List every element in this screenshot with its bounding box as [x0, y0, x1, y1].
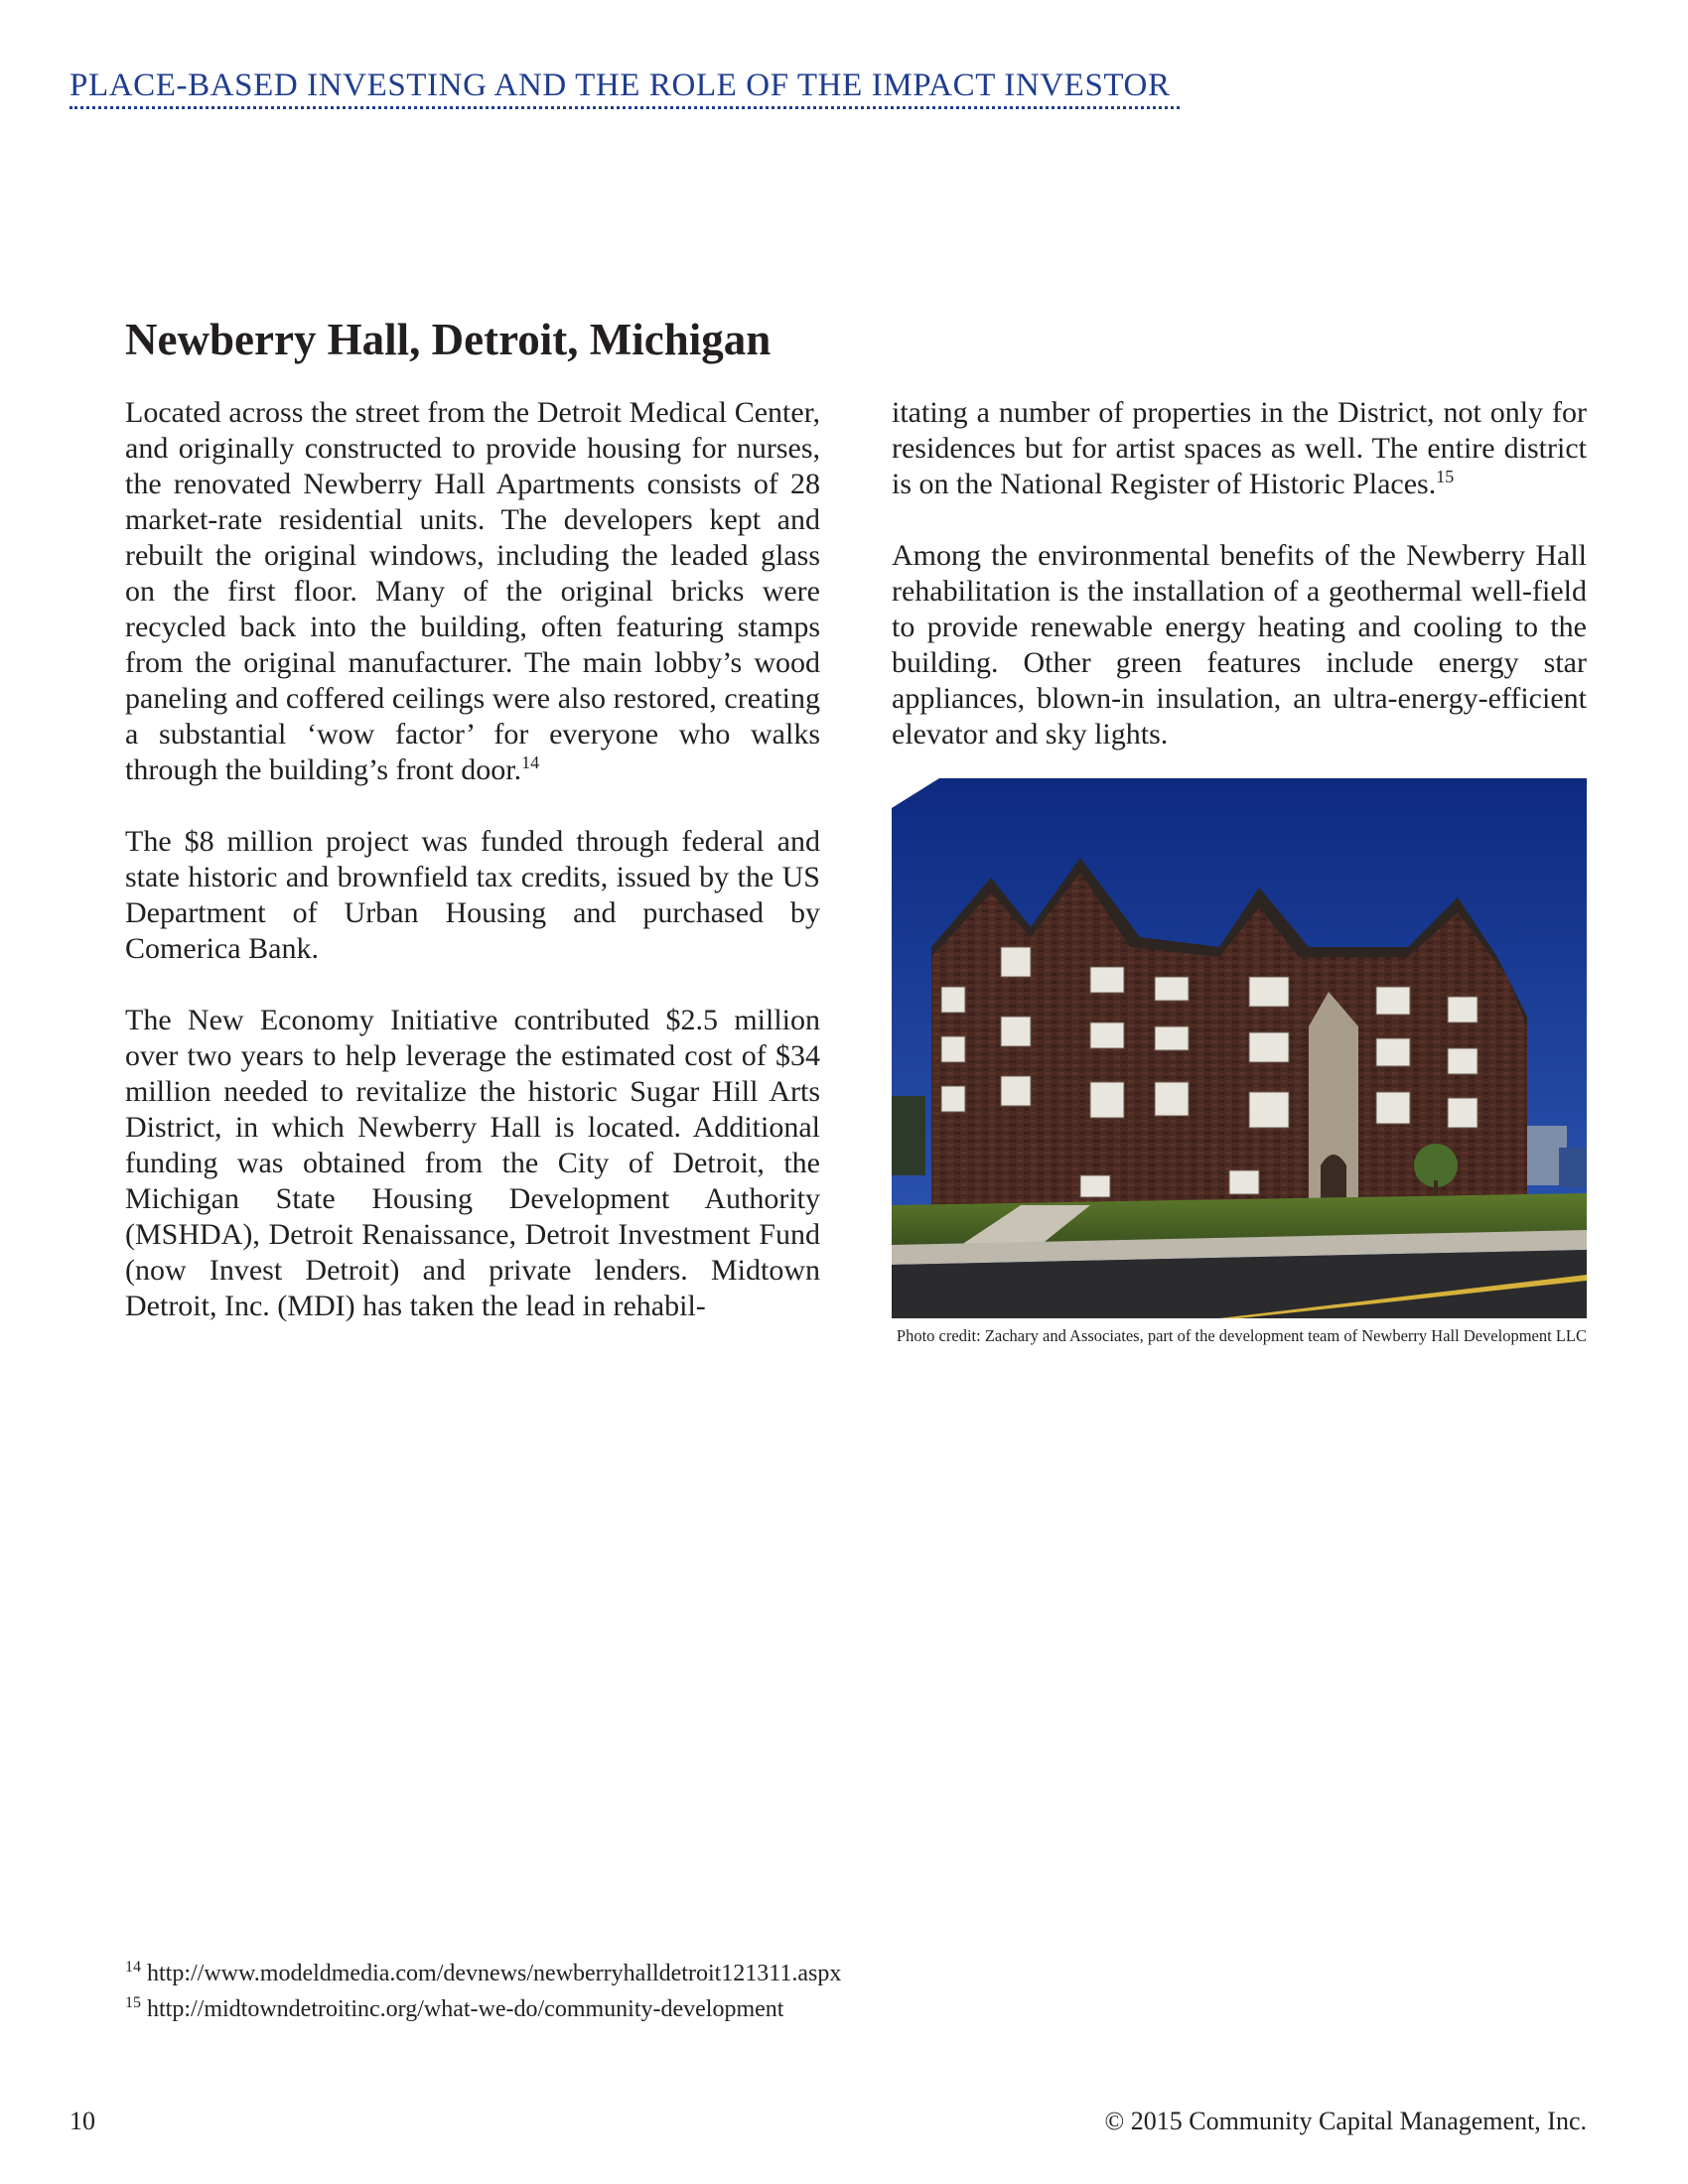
- footnote-number: 15: [125, 1994, 141, 2011]
- footnote-link[interactable]: http://midtowndetroitinc.org/what-we-do/community-development: [147, 1996, 784, 2022]
- paragraph-text: The $8 million project was funded through federal and state historic and brownfield tax credits, issued by the US Department of Urban Housing and purchased by Comerica Bank.: [125, 825, 820, 965]
- footnote-link[interactable]: http://www.modeldmedia.com/devnews/newberryhalldetroit121311.aspx: [147, 1961, 842, 1986]
- paragraph: [892, 538, 1587, 752]
- left-column: [125, 395, 820, 1324]
- paragraph-text: itating a number of properties in the District, not only for residences but for artist spaces as well. The entire district is on the National Register of Historic Places.: [892, 396, 1587, 500]
- paragraph: [125, 824, 820, 967]
- paragraph: [125, 1003, 820, 1324]
- footnote-ref: 14: [521, 752, 540, 772]
- footnote-14: [125, 1956, 841, 1991]
- footnote-15: [125, 1991, 841, 2027]
- right-column: [892, 395, 1587, 752]
- footnote-ref: 15: [1436, 467, 1455, 486]
- running-header: PLACE-BASED INVESTING AND THE ROLE OF THE IMPACT INVESTOR: [70, 66, 1180, 109]
- paragraph: [892, 395, 1587, 502]
- paragraph-text: Located across the street from the Detroit Medical Center, and originally constructed to provide housing for nurses, the renovated Newberry Hall Apartments consists of 28 market-rate residential units. The developers kept and rebuilt the original windows, including the leaded glass on the first floor. Many of the original bricks were recycled back into the building, often featuring stamps from the original manufacturer. The main lobby’s wood paneling and coffered ceilings were also restored, creating a substantial ‘wow factor’ for everyone who walks through the building’s front door.: [125, 396, 820, 786]
- page-number: 10: [70, 2107, 95, 2135]
- newberry-hall-image: [892, 778, 1587, 1318]
- article-title: Newberry Hall, Detroit, Michigan: [125, 315, 772, 364]
- paragraph-text: The New Economy Initiative contributed $2.5 million over two years to help leverage the estimated cost of $34 million needed to revitalize the historic Sugar Hill Arts District, in which Newberry Hall is located. Additional funding was obtained from the City of Detroit, the Michigan State Housing Development Authority (MSHDA), Detroit Renaissance, Detroit Investment Fund (now Invest Detroit) and private lenders. Midtown Detroit, Inc. (MDI) has taken the lead in rehabil-: [125, 1004, 820, 1322]
- footnotes: [125, 1956, 841, 2027]
- paragraph: [125, 395, 820, 788]
- footnote-number: 14: [125, 1959, 141, 1976]
- paragraph-text: Among the environmental benefits of the Newberry Hall rehabilitation is the installation of a geothermal well-field to provide renewable energy heating and cooling to the building. Other green features include energy star appliances, blown-in insulation, an ultra-energy-efficient elevator and sky lights.: [892, 539, 1587, 751]
- copyright: © 2015 Community Capital Management, Inc.: [1104, 2107, 1587, 2135]
- building-photo: [892, 778, 1587, 1318]
- photo-caption: Photo credit: Zachary and Associates, part of the development team of Newberry Hall Development LLC: [896, 1326, 1587, 1345]
